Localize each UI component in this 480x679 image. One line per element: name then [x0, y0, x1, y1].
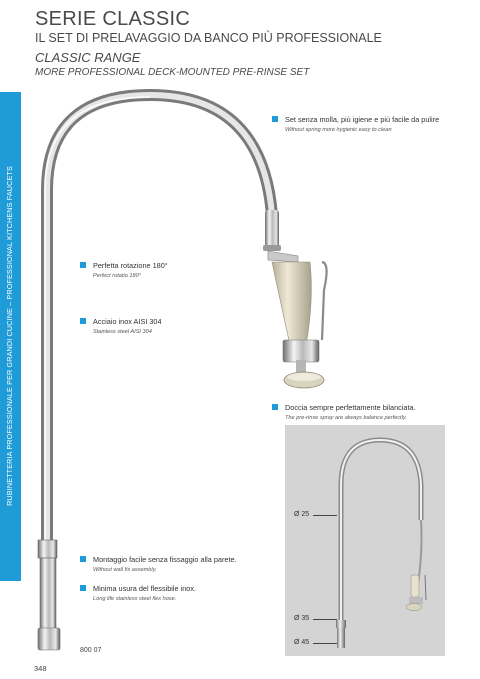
feature-no-spring	[272, 115, 439, 135]
product-code: 800 07	[80, 647, 102, 654]
feature-text-it: Montaggio facile senza fissaggio alla parete.	[93, 555, 237, 564]
feature-text-it: Set senza molla, più igiene e più facile da pulire	[285, 115, 440, 124]
feature-text-en: Stainless steel AISI 304	[93, 329, 152, 335]
dimension-line	[313, 515, 337, 516]
feature-text-it: Doccia sempre perfettamente bilanciata.	[285, 403, 416, 412]
feature-text-it: Minima usura del flessibile inox.	[93, 584, 197, 593]
dimension-diameter-45: Ø 45	[294, 639, 310, 646]
bullet-icon	[80, 585, 86, 591]
dimension-line	[313, 619, 337, 620]
dimension-diameter-25: Ø 25	[294, 511, 310, 518]
bullet-icon	[272, 404, 278, 410]
range-title: CLASSIC RANGE	[35, 50, 141, 65]
feature-rotation	[80, 261, 168, 281]
dimension-line	[313, 643, 337, 644]
feature-text-it: Acciaio inox AISI 304	[93, 317, 162, 326]
feature-text-en: Without wall fix assembly.	[93, 567, 157, 573]
bullet-icon	[80, 556, 86, 562]
feature-text-en: Long life stainless steel flex hose.	[93, 596, 177, 602]
range-subtitle: MORE PROFESSIONAL DECK-MOUNTED PRE-RINSE SET	[35, 67, 310, 78]
sidebar-text: RUBINETTERIA PROFESSIONALE PER GRANDI CUCINE – PROFESSIONAL KITCHENS FAUCETS	[5, 166, 14, 506]
feature-text-it: Perfetta rotazione 180°	[93, 261, 168, 270]
bullet-icon	[272, 116, 278, 122]
page-subtitle: IL SET DI PRELAVAGGIO DA BANCO PIÙ PROFESSIONALE	[35, 31, 382, 45]
feature-balanced-spray	[272, 403, 416, 423]
feature-text-en: The pre-rinse spray are always balance perfectly.	[285, 415, 407, 421]
feature-easy-mount	[80, 555, 237, 575]
bullet-icon	[80, 262, 86, 268]
page-title: SERIE CLASSIC	[35, 8, 191, 30]
page-number: 348	[34, 664, 47, 673]
feature-steel	[80, 317, 162, 337]
feature-text-en: Without spring more hygienic easy to clean	[285, 127, 392, 133]
feature-flex-hose	[80, 584, 196, 604]
dimension-diameter-35: Ø 35	[294, 615, 310, 622]
feature-text-en: Perfect rotatio 180°	[93, 273, 141, 279]
bullet-icon	[80, 318, 86, 324]
